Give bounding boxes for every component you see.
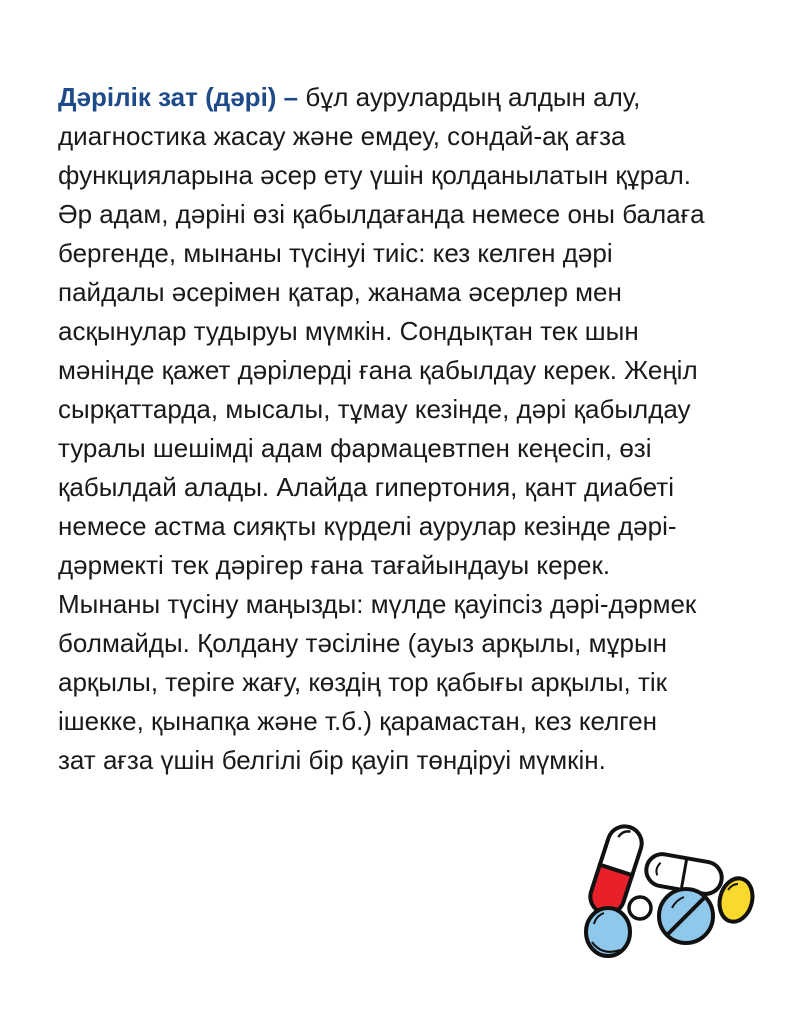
text-line-8: мәнінде қажет дәрілерді ғана қабылдау керек. Жеңіл: [58, 355, 698, 385]
text-line-6: пайдалы әсерімен қатар, жанама әсерлер мен: [58, 277, 622, 307]
text-line-18: зат ағза үшін белгілі бір қауіп төндіруі мүмкін.: [58, 745, 606, 775]
text-line-10: туралы шешімді адам фармацевтпен кеңесіп, өзі: [58, 433, 652, 463]
text-line-11: қабылдай алады. Алайда гипертония, қант диабеті: [58, 472, 674, 502]
blue-scored-pill-icon: [659, 889, 713, 943]
text-line-16: арқылы, теріге жағу, көздің тор қабығы арқылы, тік: [58, 667, 668, 697]
text-line-1: [58, 78, 778, 117]
text-line-17: ішекке, қынапқа және т.б.) қарамастан, кез келген: [58, 706, 658, 736]
blue-round-pill-icon: [586, 908, 630, 956]
small-pill-icon: [629, 897, 651, 919]
text-line-15: болмайды. Қолдану тәсіліне (ауыз арқылы, мұрын: [58, 628, 667, 658]
text-line-14: Мынаны түсіну маңызды: мүлде қауіпсіз дәрі-дәрмек: [58, 589, 697, 619]
text-line-13: дәрмекті тек дәрігер ғана тағайындауы керек.: [58, 550, 611, 580]
defined-term: Дәрілік зат (дәрі) –: [58, 82, 299, 112]
text-line-4: Әр адам, дәріні өзі қабылдағанда немесе оны балаға: [58, 199, 705, 229]
article-text: [58, 78, 778, 780]
text-line-2: диагностика жасау және емдеу, сондай-ақ ағза: [58, 121, 626, 151]
text-line-1-rest: бұл аурулардың алдын алу,: [298, 82, 641, 112]
text-line-7: асқынулар тудыруы мүмкін. Сондықтан тек шын: [58, 316, 639, 346]
text-line-12: немесе астма сияқты күрделі аурулар кезінде дәрі-: [58, 511, 677, 541]
text-line-9: сырқаттарда, мысалы, тұмау кезінде, дәрі қабылдау: [58, 394, 691, 424]
text-line-5: бергенде, мынаны түсінуі тиіс: кез келген дәрі: [58, 238, 613, 268]
pills-icon: [582, 820, 760, 968]
text-line-3: функцияларына әсер ету үшін қолданылатын құрал.: [58, 160, 692, 190]
